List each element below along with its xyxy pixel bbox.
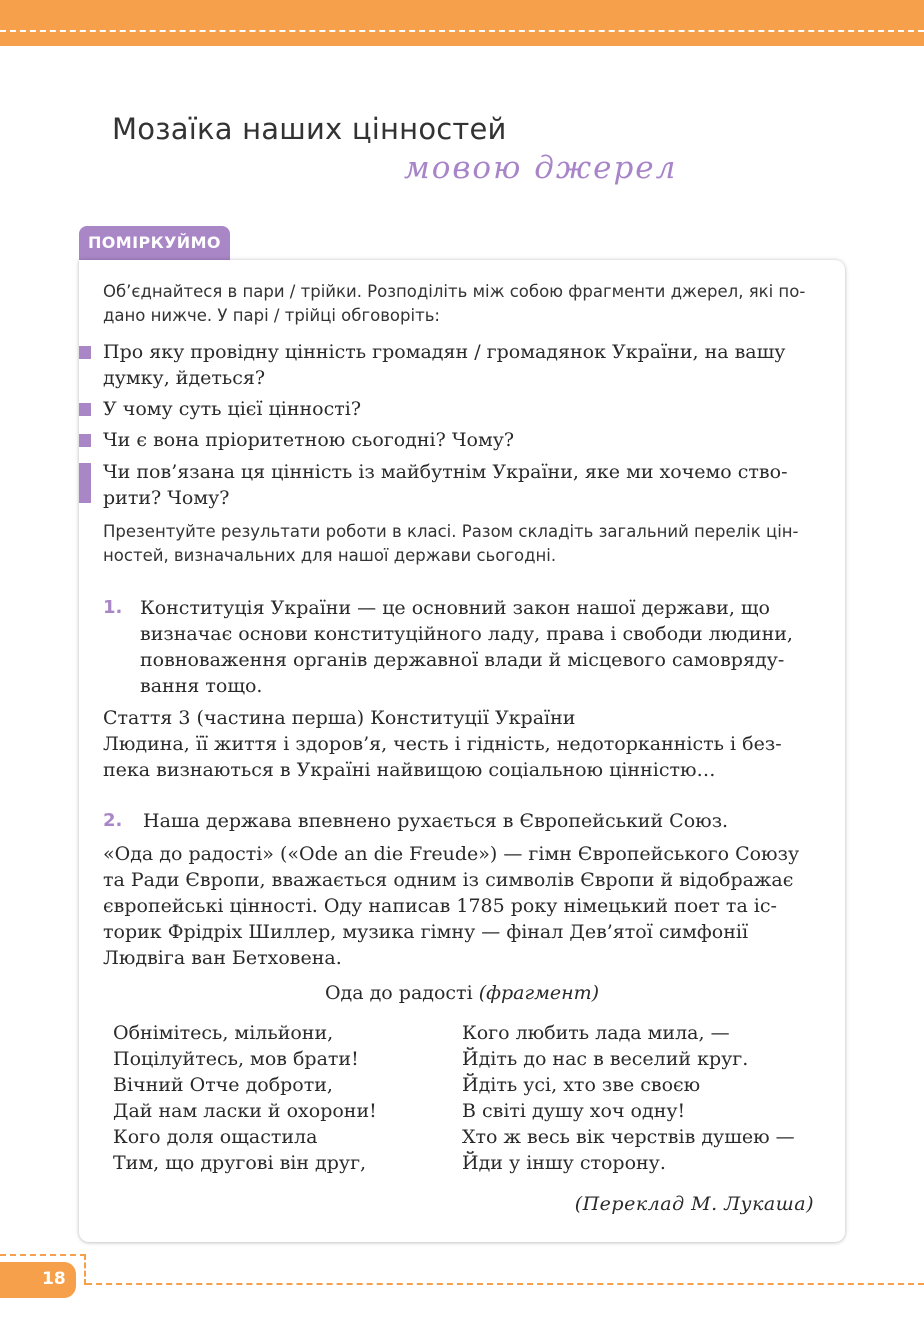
source-number: 1. bbox=[103, 597, 123, 618]
question-item bbox=[103, 459, 825, 511]
intro-line: дано нижче. У парі / трійці обговоріть: bbox=[103, 306, 440, 325]
question-item bbox=[103, 396, 825, 422]
bullet-marker bbox=[79, 346, 91, 359]
poem-right-column bbox=[462, 1020, 795, 1176]
article-line: пека визнаються в Україні найвищою соціальною цінністю… bbox=[103, 759, 716, 781]
poem-line: Кого доля ощастила bbox=[113, 1126, 318, 1148]
poem-title bbox=[0, 982, 924, 1004]
poem-line: Кого любить лада мила, — bbox=[462, 1022, 730, 1044]
poem-line: Поцілуйтесь, мов брати! bbox=[113, 1048, 359, 1070]
bullet-marker bbox=[79, 463, 91, 503]
source-line: торик Фрідріх Шиллер, музика гімну — фінал Дев’ятої симфонії bbox=[103, 921, 749, 943]
question-line: думку, йдеться? bbox=[103, 367, 266, 389]
source2-text bbox=[103, 841, 825, 971]
source1-text bbox=[140, 595, 824, 699]
poem-left-column bbox=[113, 1020, 377, 1176]
question-line: Чи пов’язана ця цінність із майбутнім України, яке ми хочемо ство- bbox=[103, 461, 788, 483]
question-line: У чому суть цієї цінності? bbox=[103, 398, 362, 420]
poem-line: Дай нам ласки й охорони! bbox=[113, 1100, 377, 1122]
page-number: 18 bbox=[42, 1269, 66, 1289]
bullet-marker bbox=[79, 403, 91, 416]
source-line: Людвіга ван Бетховена. bbox=[103, 947, 342, 969]
top-dashed-line bbox=[0, 30, 924, 32]
intro-line: Об’єднайтеся в пари / трійки. Розподіліть між собою фрагменти джерел, які по- bbox=[103, 282, 806, 301]
presentation-line: Презентуйте результати роботи в класі. Разом складіть загальний перелік цін- bbox=[103, 522, 799, 541]
poem-line: Тим, що другові він друг, bbox=[113, 1152, 367, 1174]
presentation-text bbox=[103, 520, 825, 568]
section-badge: ПОМІРКУЙМО bbox=[79, 226, 230, 260]
source-line: повноваження органів державної влади й місцевого самовряду- bbox=[140, 649, 785, 671]
question-line: Про яку провідну цінність громадян / громадянок України, на вашу bbox=[103, 341, 786, 363]
poem-line: В світі душу хоч одну! bbox=[462, 1100, 686, 1122]
page-subtitle: мовою джерел bbox=[404, 150, 678, 186]
poem-line: Хто ж весь вік черствів душею — bbox=[462, 1126, 795, 1148]
question-item bbox=[103, 339, 825, 391]
source-line: Конституція України — це основний закон нашої держави, що bbox=[140, 597, 770, 619]
intro-text bbox=[103, 280, 825, 328]
top-banner bbox=[0, 0, 924, 46]
source-line: та Ради Європи, вважається одним із символів Європи й відображає bbox=[103, 869, 794, 891]
article-line: Людина, її життя і здоров’я, честь і гідність, недоторканність і без- bbox=[103, 733, 782, 755]
poem-title-note: (фрагмент) bbox=[478, 982, 600, 1004]
translation-credit: (Переклад М. Лукаша) bbox=[574, 1193, 814, 1215]
question-line: Чи є вона пріоритетною сьогодні? Чому? bbox=[103, 429, 515, 451]
question-item bbox=[103, 427, 825, 453]
source-line: «Ода до радості» («Ode an die Freude») — гімн Європейського Союзу bbox=[103, 843, 800, 865]
source-number: 2. bbox=[103, 810, 123, 831]
source2-lead: Наша держава впевнено рухається в Європейський Союз. bbox=[143, 810, 729, 832]
article-text bbox=[103, 731, 825, 783]
question-line: рити? Чому? bbox=[103, 487, 230, 509]
poem-line: Йди у іншу сторону. bbox=[462, 1152, 666, 1174]
footer-dashed-line bbox=[86, 1283, 924, 1285]
bullet-marker bbox=[79, 434, 91, 447]
poem-line: Йдіть до нас в веселий круг. bbox=[462, 1048, 749, 1070]
page-title: Мозаїка наших цінностей bbox=[112, 112, 507, 146]
source-line: визначає основи конституційного ладу, права і свободи людини, bbox=[140, 623, 793, 645]
presentation-line: ностей, визначальних для нашої держави сьогодні. bbox=[103, 546, 557, 565]
poem-line: Обнімітесь, мільйони, bbox=[113, 1022, 334, 1044]
article-title: Стаття 3 (частина перша) Конституції України bbox=[103, 707, 576, 729]
source-line: вання тощо. bbox=[140, 675, 263, 697]
source-line: європейські цінності. Оду написав 1785 року німецький поет та іс- bbox=[103, 895, 777, 917]
poem-title-text: Ода до радості bbox=[324, 982, 473, 1004]
poem-line: Вічний Отче доброти, bbox=[113, 1074, 333, 1096]
poem-line: Йдіть усі, хто зве своєю bbox=[462, 1074, 701, 1096]
